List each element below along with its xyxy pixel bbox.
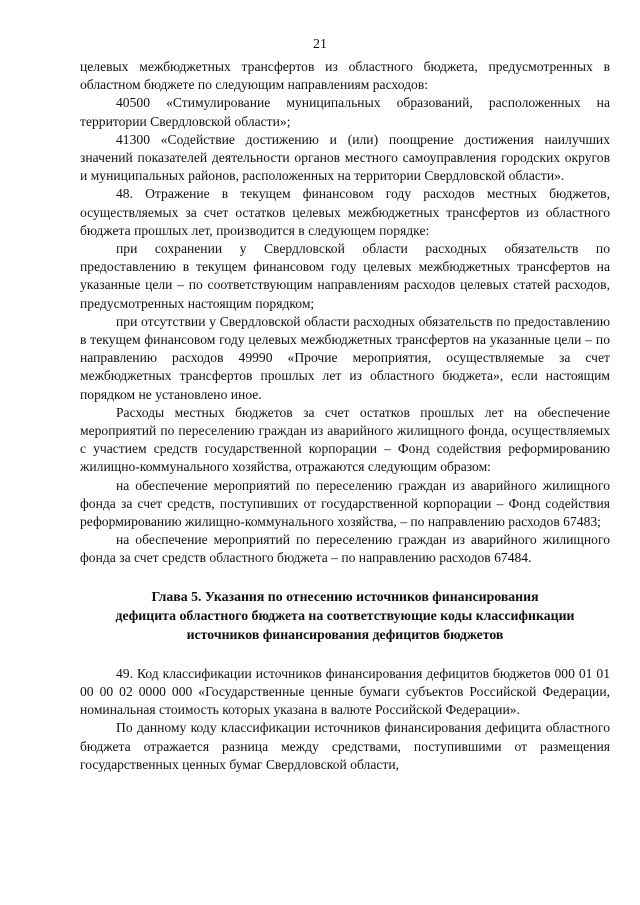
paragraph: целевых межбюджетных трансфертов из областного бюджета, предусмотренных в областном бюджете по следующим направлениям расходов: bbox=[80, 59, 610, 93]
paragraph: 49. Код классификации источников финансирования дефицитов бюджетов 000 01 01 00 00 02 0000 000 «Государственные ценные бумаги субъектов Российской Федерации, номинальная стоимость которых указана в валюте Российской Федерации». bbox=[80, 665, 610, 718]
chapter-heading-line: дефицита областного бюджета на соответствующие коды классификации bbox=[115, 607, 575, 623]
paragraph: при сохранении у Свердловской области расходных обязательств по предоставлению в текущем финансовом году целевых межбюджетных трансфертов на указанные цели – по соответствующим направлениям расходов целевых статей расходов, предусмотренных настоящим порядком; bbox=[80, 241, 610, 311]
chapter-heading-line: Глава 5. Указания по отнесению источников финансирования bbox=[151, 588, 539, 604]
chapter-heading bbox=[80, 587, 610, 644]
paragraph: Расходы местных бюджетов за счет остатков прошлых лет на обеспечение мероприятий по переселению граждан из аварийного жилищного фонда, осуществляемых с участием средств государственной корпорации – Фонд содействия реформированию жилищно-коммунального хозяйства, отражаются следующим образом: bbox=[80, 404, 610, 475]
chapter-heading-line: источников финансирования дефицитов бюджетов bbox=[186, 626, 504, 642]
paragraph: на обеспечение мероприятий по переселению граждан из аварийного жилищного фонда за счет средств, поступивших от государственной корпорации – Фонд содействия реформированию жилищно-коммунального хозяйства, – по направлению расходов 67483; bbox=[80, 477, 610, 530]
paragraph: 40500 «Стимулирование муниципальных образований, расположенных на территории Свердловской области»; bbox=[80, 95, 610, 129]
paragraph: 48. Отражение в текущем финансовом году расходов местных бюджетов, осуществляемых за счет остатков целевых межбюджетных трансфертов из областного бюджета прошлых лет, производится в следующем порядке: bbox=[80, 186, 610, 238]
paragraph: 41300 «Содействие достижению и (или) поощрение достижения наилучших значений показателей деятельности органов местного самоуправления городских округов и муниципальных районов, расположенных на территории Свердловской области». bbox=[80, 131, 610, 184]
document-body bbox=[80, 58, 610, 774]
page-number: 21 bbox=[313, 37, 327, 52]
paragraph: По данному коду классификации источников финансирования дефицита областного бюджета отражается разница между средствами, поступившими от размещения государственных ценных бумаг Свердловской области, bbox=[80, 720, 610, 772]
paragraph: на обеспечение мероприятий по переселению граждан из аварийного жилищного фонда за счет средств областного бюджета – по направлению расходов 67484. bbox=[80, 532, 610, 566]
paragraph: при отсутствии у Свердловской области расходных обязательств по предоставлению в текущем финансовом году целевых межбюджетных трансфертов на указанные цели – по направлению расходов 49990 «Прочие мероприятия, осуществляемые за счет межбюджетных трансфертов прошлых лет из областного бюджета», если настоящим порядком не установлено иное. bbox=[80, 313, 610, 402]
